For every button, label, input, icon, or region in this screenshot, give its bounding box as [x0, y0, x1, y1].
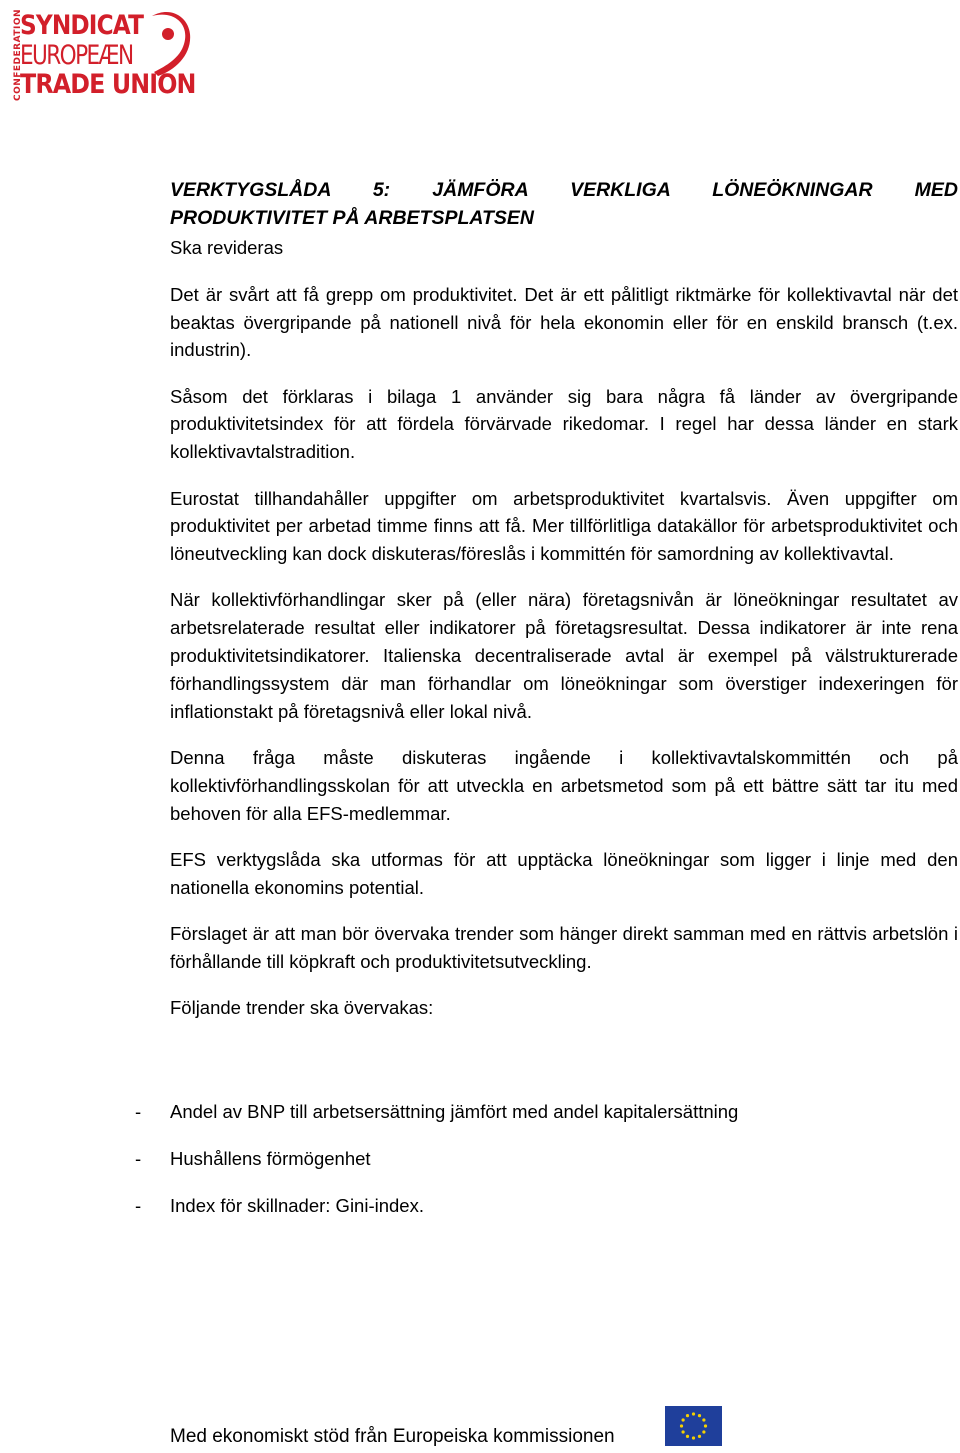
eu-star	[702, 1418, 705, 1421]
list-item-text: Andel av BNP till arbetsersättning jämfört med andel kapitalersättning	[170, 1101, 739, 1122]
eu-star	[704, 1424, 707, 1427]
trend-list	[0, 1098, 960, 1238]
paragraph-7: Förslaget är att man bör övervaka trender som hänger direkt samman med en rättvis arbetslön i förhållande till köpkraft och produktivitetsutveckling.	[170, 922, 958, 972]
title-line-1: VERKTYGSLÅDA 5: JÄMFÖRA VERKLIGA LÖNEÖKNINGAR MED	[170, 179, 958, 201]
paragraph-8: Följande trender ska övervakas:	[170, 997, 434, 1019]
logo-swoosh-icon	[144, 10, 192, 80]
document-body	[170, 176, 958, 1022]
logo-vertical-text	[6, 8, 24, 102]
list-marker: -	[135, 1101, 142, 1122]
footer-text: Med ekonomiskt stöd från Europeiska kommissionen	[170, 1426, 615, 1447]
eu-star	[698, 1414, 701, 1417]
logo-line-1: SYNDICAT	[20, 10, 144, 41]
list-item-text: Index för skillnader: Gini-index.	[170, 1194, 424, 1216]
document-title	[170, 176, 958, 232]
paragraph-1: Det är svårt att få grepp om produktivitet. Det är ett pålitligt riktmärke för kollektivavtal när det beaktas övergripande på nationell nivå för hela ekonomin eller för en enskild bransch (t.ex. industrin).	[170, 283, 958, 361]
list-marker: -	[135, 1147, 142, 1169]
logo-line-3: TRADE UNION	[20, 69, 196, 100]
eu-star	[692, 1412, 695, 1415]
paragraph-5: Denna fråga måste diskuteras ingående i kollektivavtalskommittén och på kollektivförhandlingsskolan för att utveckla en arbetsmetod som på ett bättre sätt tar itu med behoven för alla EFS-medlemmar.	[170, 746, 958, 824]
eu-star	[686, 1414, 689, 1417]
list-item	[0, 1192, 960, 1220]
title-line-2: PRODUKTIVITET PÅ ARBETSPLATSEN	[170, 207, 535, 229]
paragraph-4: När kollektivförhandlingar sker på (eller nära) företagsnivån är löneökningar resultatet av arbetsrelaterade resultat eller indikatorer på företagsresultat. Dessa indikatorer är inte rena produktivitetsindikatorer. Italienska decentraliserade avtal är exempel på välstrukturerade förhandlingssystem där man förhandlar om löneökningar som överstiger indexeringen för inflationstakt på företagsnivå eller lokal nivå.	[170, 589, 958, 722]
eu-star	[680, 1424, 683, 1427]
eu-star	[682, 1430, 685, 1433]
list-item-text: Hushållens förmögenhet	[170, 1147, 371, 1169]
document-subtitle: Ska revideras	[170, 237, 284, 258]
eu-star	[692, 1436, 695, 1439]
eu-star	[682, 1418, 685, 1421]
list-item	[0, 1145, 960, 1173]
etuc-logo	[6, 8, 196, 102]
paragraph-3: Eurostat tillhandahåller uppgifter om arbetsproduktivitet kvartalsvis. Även uppgifter om produktivitet per arbetad timme finns att få. Mer tillförlitliga datakällor för arbetsproduktivitet och löneutveckling kan dock diskuteras/föreslås i kommittén för samordning av kollektivavtal.	[170, 487, 958, 565]
paragraph-6: EFS verktygslåda ska utformas för att upptäcka löneökningar som ligger i linje med den nationella ekonomins potential.	[170, 848, 958, 898]
eu-star	[702, 1430, 705, 1433]
list-marker: -	[135, 1194, 142, 1216]
eu-star	[686, 1435, 689, 1438]
eu-star	[698, 1435, 701, 1438]
logo-vertical-label: CONFEDERATION	[13, 8, 24, 102]
paragraph-2: Såsom det förklaras i bilaga 1 använder sig bara några få länder av övergripande produktivitetsindex för att fördela förvärvade rikedomar. I regel har dessa länder en stark kollektivavtalstradition.	[170, 385, 958, 463]
logo-line-2: EUROPEÆN	[20, 40, 133, 71]
eu-flag-icon	[665, 1406, 722, 1446]
list-item	[0, 1098, 960, 1126]
